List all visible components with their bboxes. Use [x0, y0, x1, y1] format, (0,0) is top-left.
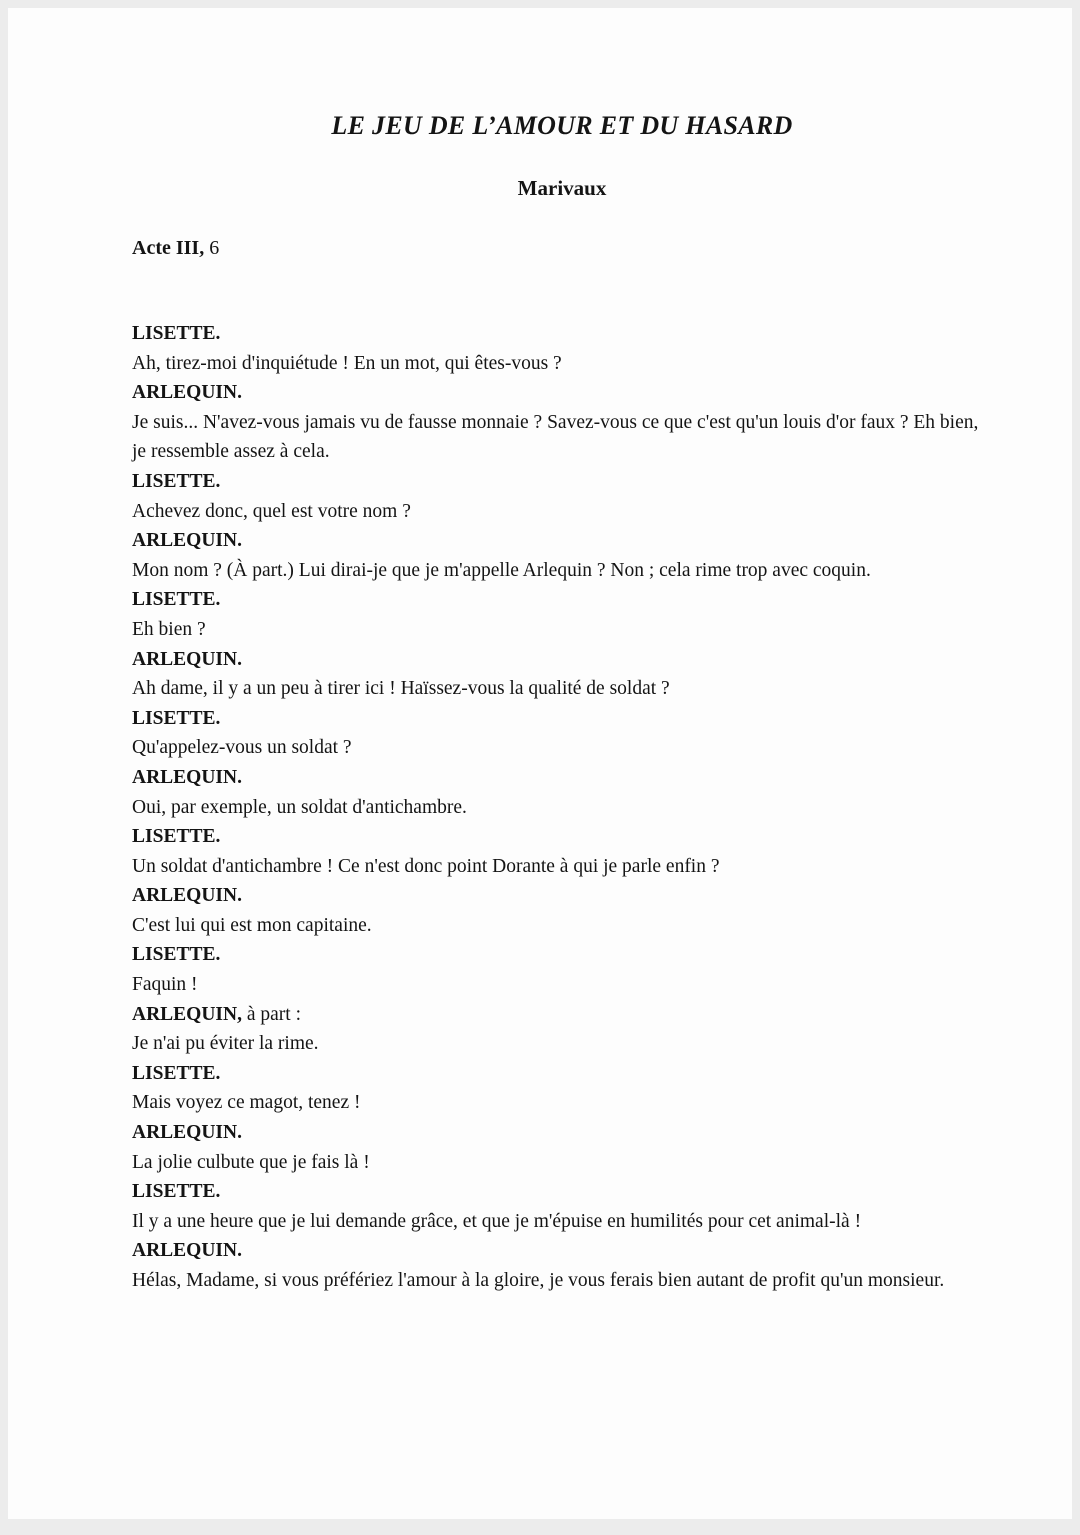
- speaker-label: ARLEQUIN.: [132, 885, 242, 907]
- dialogue-line: Ah dame, il y a un peu à tirer ici ! Haïssez-vous la qualité de soldat ?: [132, 678, 670, 700]
- speaker-name: [132, 378, 982, 408]
- dialogue-line: Un soldat d'antichambre ! Ce n'est donc point Dorante à qui je parle enfin ?: [132, 855, 720, 877]
- speaker-label: ARLEQUIN.: [132, 530, 242, 552]
- dialogue-line: La jolie culbute que je fais là !: [132, 1151, 370, 1173]
- speaker-name: [132, 881, 982, 911]
- speaker-name: [132, 467, 982, 497]
- speaker-name: [132, 645, 982, 675]
- speaker-label: LISETTE.: [132, 944, 221, 966]
- dialogue-line: Mais voyez ce magot, tenez !: [132, 1092, 361, 1114]
- speaker-label: ARLEQUIN.: [132, 1122, 242, 1144]
- dialogue-line: Je n'ai pu éviter la rime.: [132, 1033, 319, 1055]
- speaker-name: [132, 585, 982, 615]
- act-label: Acte III,: [132, 237, 205, 259]
- dialogue-line: Ah, tirez-moi d'inquiétude ! En un mot, qui êtes-vous ?: [132, 352, 562, 374]
- speaker-name: [132, 763, 982, 793]
- dialogue-line: Faquin !: [132, 974, 198, 996]
- speaker-label: ARLEQUIN,: [132, 1003, 242, 1025]
- document-page: [8, 8, 1072, 1519]
- dialogue-line: Je suis... N'avez-vous jamais vu de fausse monnaie ? Savez-vous ce que c'est qu'un louis d'or faux ? Eh bien, je ressemble assez à cela.: [132, 411, 979, 463]
- speaker-name: [132, 704, 982, 734]
- speaker-name: [132, 319, 982, 349]
- dialogue-block: [132, 319, 982, 1296]
- speaker-label: ARLEQUIN.: [132, 1240, 242, 1262]
- speaker-label: LISETTE.: [132, 323, 221, 344]
- dialogue-line: Qu'appelez-vous un soldat ?: [132, 737, 352, 759]
- act-scene-heading: [132, 237, 219, 260]
- dialogue-line: C'est lui qui est mon capitaine.: [132, 914, 372, 936]
- dialogue-line: Achevez donc, quel est votre nom ?: [132, 500, 411, 522]
- dialogue-line: Oui, par exemple, un soldat d'antichambre.: [132, 796, 467, 818]
- dialogue-line: Il y a une heure que je lui demande grâce, et que je m'épuise en humilités pour cet animal-là !: [132, 1210, 862, 1232]
- play-title: LE JEU DE L’AMOUR ET DU HASARD: [331, 111, 793, 140]
- speaker-label: LISETTE.: [132, 589, 221, 611]
- stage-direction: à part :: [246, 1003, 301, 1025]
- speaker-name: [132, 1059, 982, 1089]
- speaker-name: [132, 526, 982, 556]
- speaker-name: [132, 1177, 982, 1207]
- scene-number: 6: [209, 237, 220, 259]
- speaker-name: [132, 1118, 982, 1148]
- speaker-label: LISETTE.: [132, 826, 221, 848]
- dialogue-line: Hélas, Madame, si vous préfériez l'amour à la gloire, je vous ferais bien autant de profit qu'un monsieur.: [132, 1270, 945, 1291]
- speaker-name: [132, 940, 982, 970]
- speaker-name: [132, 1236, 982, 1266]
- speaker-label: ARLEQUIN.: [132, 766, 242, 788]
- dialogue-line: Mon nom ? (À part.) Lui dirai-je que je m'appelle Arlequin ? Non ; cela rime trop avec coquin.: [132, 559, 871, 581]
- dialogue-line: Eh bien ?: [132, 618, 206, 640]
- speaker-name: [132, 1000, 982, 1030]
- speaker-label: LISETTE.: [132, 1181, 221, 1203]
- speaker-label: LISETTE.: [132, 1062, 221, 1084]
- author-name: Marivaux: [517, 176, 607, 200]
- speaker-name: [132, 822, 982, 852]
- speaker-label: LISETTE.: [132, 707, 221, 729]
- speaker-label: ARLEQUIN.: [132, 382, 242, 404]
- speaker-label: LISETTE.: [132, 470, 221, 492]
- speaker-label: ARLEQUIN.: [132, 648, 242, 670]
